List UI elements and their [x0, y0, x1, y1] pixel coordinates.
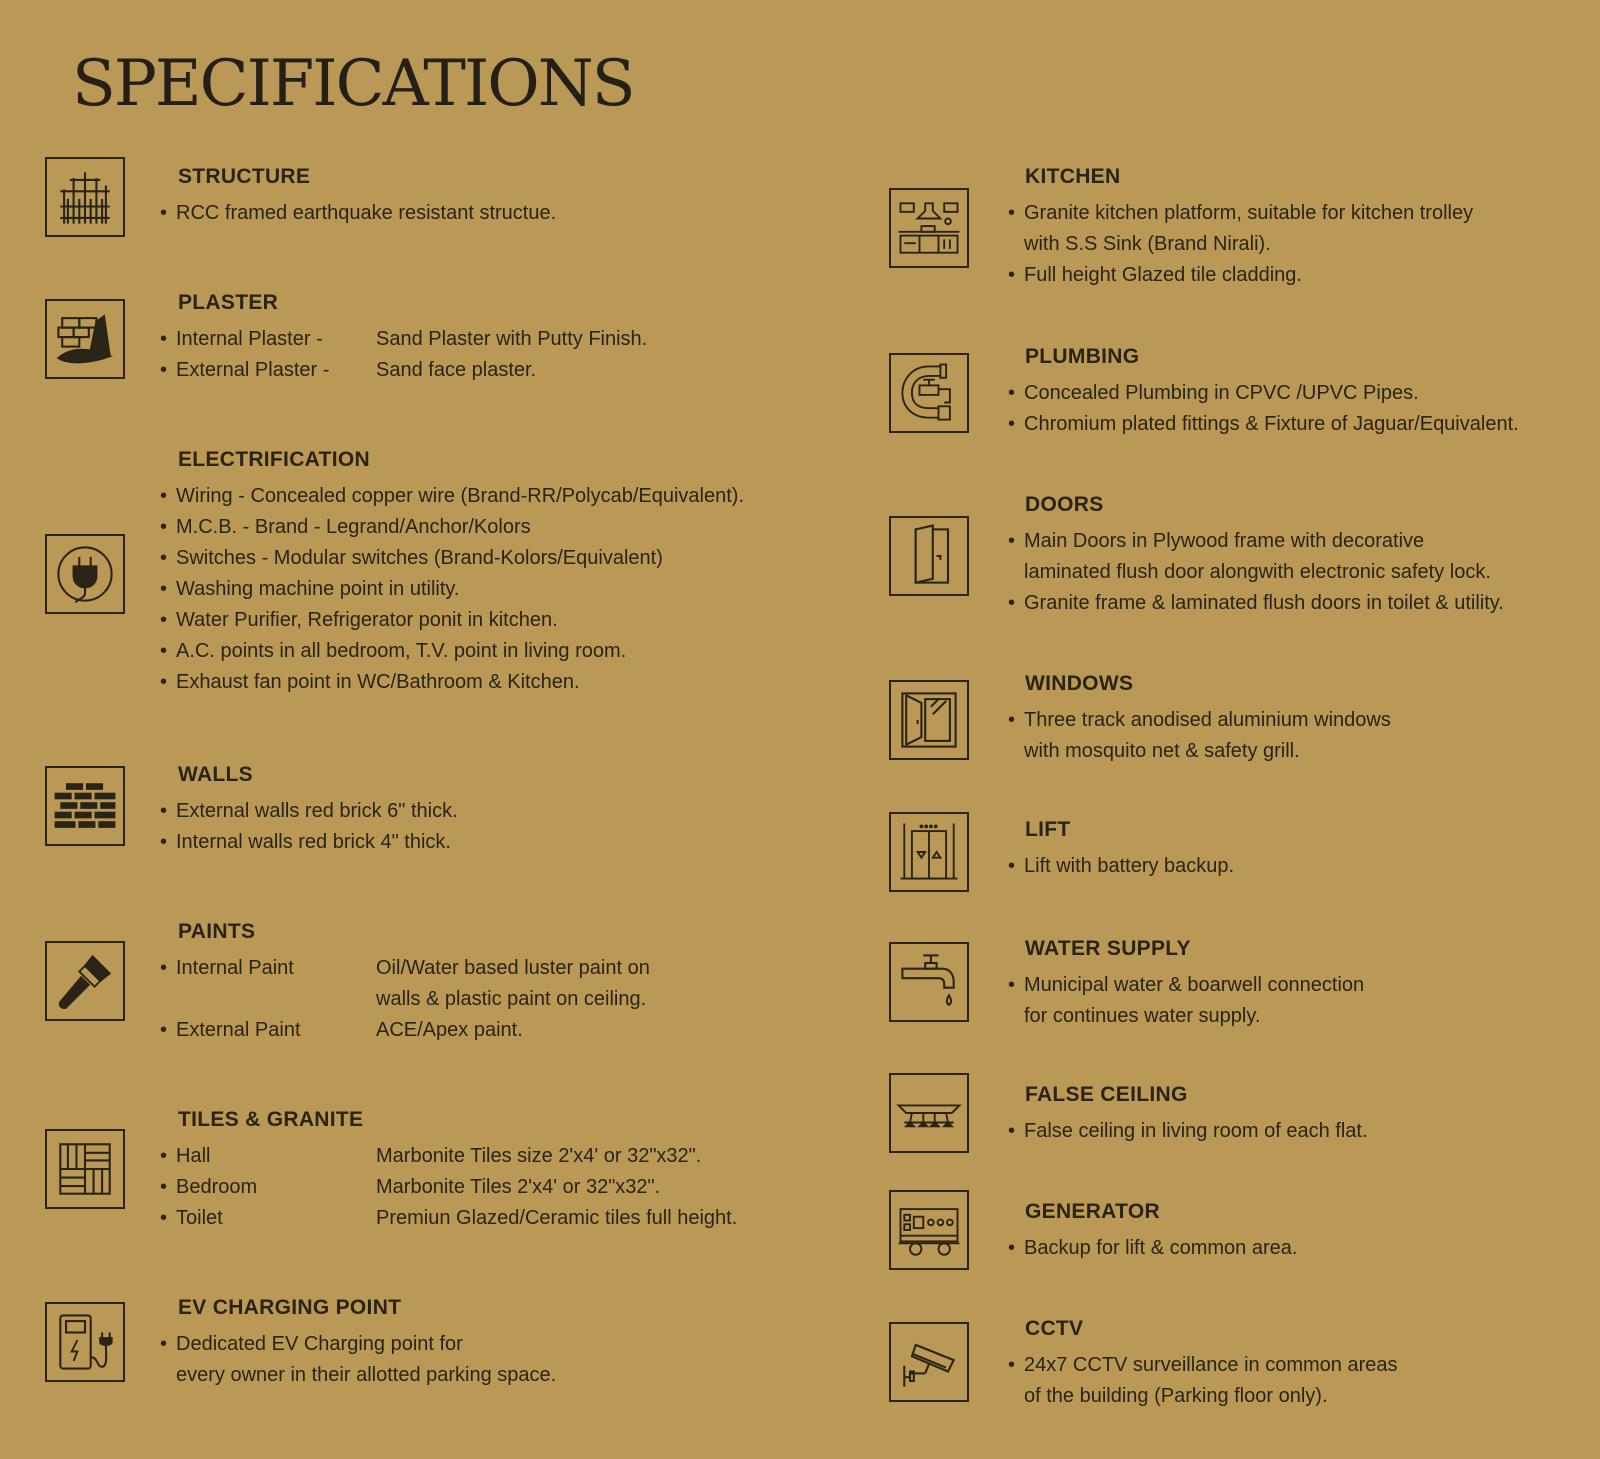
kitchen-line-1: Granite kitchen platform, suitable for kitchen trolley [1024, 202, 1474, 224]
generator-icon [889, 1190, 969, 1270]
water-line-1: Municipal water & boarwell connection [1024, 974, 1365, 996]
electrification-line-4: Washing machine point in utility. [176, 578, 460, 600]
water-line-1-continued: for continues water supply. [1024, 1005, 1261, 1027]
elevator-icon [889, 812, 969, 892]
tiles-icon [45, 1129, 125, 1209]
tiles-line-2-label: Bedroom [176, 1176, 258, 1198]
plaster-trowel-icon [45, 299, 125, 379]
paints-details: • Internal Paint Oil/Water based luster paint on walls & plastic paint on ceiling. • External Paint ACE/Apex paint. [160, 953, 650, 1046]
tiles-heading: TILES & GRANITE [178, 1108, 364, 1131]
generator-heading: GENERATOR [1025, 1200, 1160, 1223]
plumbing-pipe-icon [889, 353, 969, 433]
windows-heading: WINDOWS [1025, 672, 1134, 695]
ceiling-line-1: False ceiling in living room of each flat. [1024, 1120, 1368, 1142]
plaster-heading: PLASTER [178, 291, 279, 314]
walls-details: • External walls red brick 6" thick. • Internal walls red brick 4" thick. [160, 796, 458, 858]
ev-heading: EV CHARGING POINT [178, 1296, 402, 1319]
plaster-line-1-text: Sand Plaster with Putty Finish. [376, 328, 648, 350]
door-icon [889, 516, 969, 596]
paints-line-2-text: ACE/Apex paint. [376, 1019, 523, 1041]
tiles-line-2-text: Marbonite Tiles 2'x4' or 32"x32". [376, 1176, 661, 1198]
electrification-heading: ELECTRIFICATION [178, 448, 370, 471]
paints-line-2-label: External Paint [176, 1019, 301, 1041]
ev-charger-icon [45, 1302, 125, 1382]
doors-details: • Main Doors in Plywood frame with decorative laminated flush door alongwith electronic safety lock. • Granite frame & laminated flush doors in toilet & utility. [1008, 526, 1504, 619]
electrification-line-7: Exhaust fan point in WC/Bathroom & Kitchen. [176, 671, 580, 693]
structure-details: • RCC framed earthquake resistant structue. [160, 198, 556, 229]
electrification-line-5: Water Purifier, Refrigerator ponit in kitchen. [176, 609, 558, 631]
lift-line-1: Lift with battery backup. [1024, 855, 1235, 877]
cctv-line-1-continued: of the building (Parking floor only). [1024, 1385, 1328, 1407]
kitchen-line-2: Full height Glazed tile cladding. [1024, 264, 1302, 286]
tiles-line-3-label: Toilet [176, 1207, 223, 1229]
ceiling-heading: FALSE CEILING [1025, 1083, 1188, 1106]
plaster-line-2-text: Sand face plaster. [376, 359, 537, 381]
plumbing-line-2: Chromium plated fittings & Fixture of Jaguar/Equivalent. [1024, 413, 1519, 435]
doors-line-1: Main Doors in Plywood frame with decorative [1024, 530, 1425, 552]
doors-heading: DOORS [1025, 493, 1104, 516]
paints-line-1-continued: walls & plastic paint on ceiling. [376, 988, 647, 1010]
water-details: • Municipal water & boarwell connection for continues water supply. [1008, 970, 1364, 1032]
cctv-details: • 24x7 CCTV surveillance in common areas of the building (Parking floor only). [1008, 1350, 1398, 1412]
doors-line-2: Granite frame & laminated flush doors in toilet & utility. [1024, 592, 1504, 614]
electrification-line-3: Switches - Modular switches (Brand-Kolors/Equivalent) [176, 547, 663, 569]
water-tap-icon [889, 942, 969, 1022]
lift-heading: LIFT [1025, 818, 1071, 841]
plumbing-heading: PLUMBING [1025, 345, 1140, 368]
structure-frame-icon [45, 157, 125, 237]
walls-heading: WALLS [178, 763, 253, 786]
structure-heading: STRUCTURE [178, 165, 311, 188]
cctv-heading: CCTV [1025, 1317, 1084, 1340]
walls-line-1: External walls red brick 6" thick. [176, 800, 458, 822]
plaster-line-1-label: Internal Plaster - [176, 328, 323, 350]
cctv-camera-icon [889, 1322, 969, 1402]
walls-line-2: Internal walls red brick 4" thick. [176, 831, 451, 853]
generator-line-1: Backup for lift & common area. [1024, 1237, 1298, 1259]
windows-details: • Three track anodised aluminium windows with mosquito net & safety grill. [1008, 705, 1391, 767]
kitchen-icon [889, 188, 969, 268]
lift-details: • Lift with battery backup. [1008, 851, 1234, 882]
false-ceiling-icon [889, 1073, 969, 1153]
page-title: SPECIFICATIONS [72, 47, 634, 121]
windows-line-1-continued: with mosquito net & safety grill. [1024, 740, 1300, 762]
paints-line-1-text: Oil/Water based luster paint on [376, 957, 650, 979]
plaster-details: • Internal Plaster - Sand Plaster with Putty Finish. • External Plaster - Sand face plaster. [160, 324, 647, 386]
paint-brush-icon [45, 941, 125, 1021]
tiles-line-1-text: Marbonite Tiles size 2'x4' or 32"x32". [376, 1145, 702, 1167]
cctv-line-1: 24x7 CCTV surveillance in common areas [1024, 1354, 1398, 1376]
structure-line-1: RCC framed earthquake resistant structue. [176, 202, 557, 224]
plumbing-line-1: Concealed Plumbing in CPVC /UPVC Pipes. [1024, 382, 1419, 404]
generator-details: • Backup for lift & common area. [1008, 1233, 1297, 1264]
windows-line-1: Three track anodised aluminium windows [1024, 709, 1391, 731]
paints-line-1-label: Internal Paint [176, 957, 294, 979]
electrification-details: • Wiring - Concealed copper wire (Brand-RR/Polycab/Equivalent). • M.C.B. - Brand - Legrand/Anchor/Kolors • Switches - Modular switches (Brand-Kolors/Equivalent) • Washing machine point in utility. • Water Purifier, Refrigerator ponit in kitchen. • A.C. points in all bedroom, T.V. point in living room. • Exhaust fan point in WC/Bathroom & Kitchen. [160, 481, 744, 698]
paints-heading: PAINTS [178, 920, 256, 943]
window-icon [889, 680, 969, 760]
electrification-line-1: Wiring - Concealed copper wire (Brand-RR/Polycab/Equivalent). [176, 485, 745, 507]
ceiling-details: • False ceiling in living room of each flat. [1008, 1116, 1368, 1147]
kitchen-line-1-continued: with S.S Sink (Brand Nirali). [1024, 233, 1271, 255]
doors-line-1-continued: laminated flush door alongwith electronic safety lock. [1024, 561, 1491, 583]
ev-line-1: Dedicated EV Charging point for [176, 1333, 463, 1355]
plumbing-details: • Concealed Plumbing in CPVC /UPVC Pipes. • Chromium plated fittings & Fixture of Jaguar/Equivalent. [1008, 378, 1519, 440]
ev-line-1-continued: every owner in their allotted parking space. [176, 1364, 557, 1386]
kitchen-details: • Granite kitchen platform, suitable for kitchen trolley with S.S Sink (Brand Nirali). • Full height Glazed tile cladding. [1008, 198, 1473, 291]
plug-icon [45, 534, 125, 614]
tiles-line-1-label: Hall [176, 1145, 211, 1167]
plaster-line-2-label: External Plaster - [176, 359, 330, 381]
tiles-details: • Hall Marbonite Tiles size 2'x4' or 32"x32". • Bedroom Marbonite Tiles 2'x4' or 32"x32". • Toilet Premiun Glazed/Ceramic tiles full height. [160, 1141, 737, 1234]
tiles-line-3-text: Premiun Glazed/Ceramic tiles full height. [376, 1207, 738, 1229]
brick-wall-icon [45, 766, 125, 846]
kitchen-heading: KITCHEN [1025, 165, 1121, 188]
water-heading: WATER SUPPLY [1025, 937, 1191, 960]
electrification-line-6: A.C. points in all bedroom, T.V. point in living room. [176, 640, 627, 662]
ev-details: • Dedicated EV Charging point for every owner in their allotted parking space. [160, 1329, 556, 1391]
electrification-line-2: M.C.B. - Brand - Legrand/Anchor/Kolors [176, 516, 531, 538]
